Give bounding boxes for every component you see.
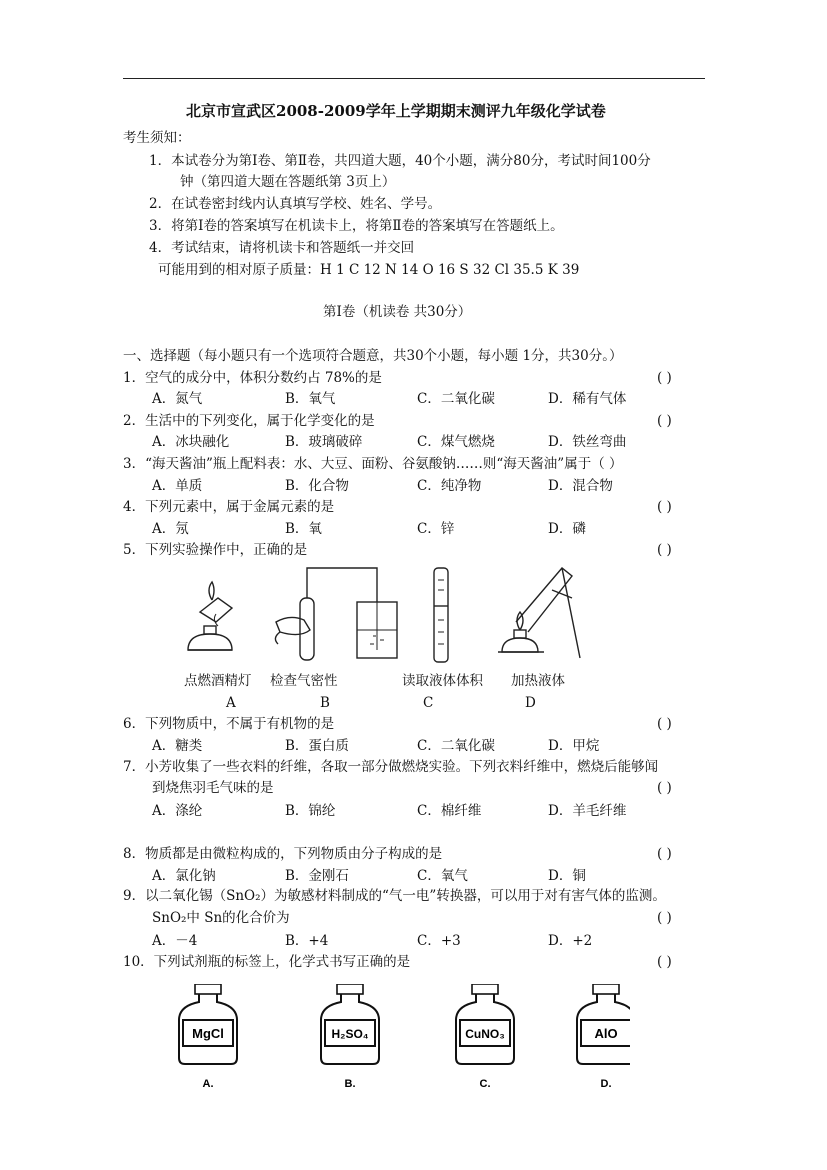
option: C．煤气燃烧 [417,434,495,450]
option: D．铁丝弯曲 [548,434,627,450]
notice-item: 3．将第Ⅰ卷的答案填写在机读卡上，将第Ⅱ卷的答案填写在答题纸上。 [149,218,564,234]
question-stem: 3．“海天酱油”瓶上配料表：水、大豆、面粉、谷氨酸钠……则“海天酱油”属于（ ） [123,456,623,472]
alcohol-lamp-icon [188,582,232,650]
option: A．氯化钠 [152,868,216,884]
option: A．氮气 [152,391,203,407]
bottle-label: MgCl [192,1026,224,1041]
figure-letter: C [423,695,434,711]
answer-bracket: ( ) [657,542,672,558]
question-stem-continued: 到烧焦羽毛气味的是 [152,780,274,796]
atomic-masses: 可能用到的相对原子质量：H 1 C 12 N 14 O 16 S 32 Cl 35.5 K 39 [158,262,580,278]
option: A．涤纶 [152,803,203,819]
bottle-letter: D. [600,1078,612,1090]
option: C．纯净物 [417,478,482,494]
option: C．锌 [417,521,455,537]
answer-bracket: ( ) [657,910,672,926]
question-stem: 10．下列试剂瓶的标签上，化学式书写正确的是 [123,954,411,970]
option: D．稀有气体 [548,391,627,407]
question-stem: 8．物质都是由微粒构成的，下列物质由分子构成的是 [123,846,443,862]
option: D．混合物 [548,478,613,494]
option: C．氧气 [417,868,468,884]
question-stem: 2．生活中的下列变化，属于化学变化的是 [123,413,375,429]
notice-item: 钟（第四道大题在答题纸第 3页上） [180,174,396,190]
lab-operations-illustration [180,560,600,670]
answer-bracket: ( ) [657,716,672,732]
figure-caption: 加热液体 [511,673,565,689]
option: D．磷 [548,521,586,537]
option: B．氧 [285,521,322,537]
option: B．金刚石 [285,868,349,884]
bottle-label: CuNO₃ [465,1027,505,1041]
option: D．+2 [548,933,593,949]
question-stem-continued: SnO₂中 Sn的化合价为 [152,910,290,926]
answer-bracket: ( ) [657,780,672,796]
option: B．化合物 [285,478,349,494]
question-stem: 7．小芳收集了一些衣料的纤维，各取一部分做燃烧实验。下列衣料纤维中，燃烧后能够闻 [123,759,659,775]
question-stem: 5．下列实验操作中，正确的是 [123,542,308,558]
notice-item: 1．本试卷分为第Ⅰ卷、第Ⅱ卷，共四道大题，40个小题，满分80分，考试时间100分 [149,153,651,169]
answer-bracket: ( ) [657,413,672,429]
figure-letter: B [320,695,330,711]
option: B．锦纶 [285,803,336,819]
notice-heading: 考生须知： [123,130,191,146]
bottle-label: H₂SO₄ [331,1027,369,1041]
option: B．蛋白质 [285,738,349,754]
option: C．+3 [417,933,461,949]
option: B．玻璃破碎 [285,434,363,450]
bottle-letter: C. [479,1078,491,1090]
figure-caption: 读取液体体积 [402,673,483,689]
question-stem: 9．以二氧化锡（SnO₂）为敏感材料制成的“气一电”转换器，可以用于对有害气体的监测。 [123,888,666,904]
bottle-c [456,984,514,1064]
option: A．－4 [152,933,198,949]
figure-caption: 检查气密性 [270,673,338,689]
bottle-letter: B. [344,1078,356,1090]
question-stem: 6．下列物质中，不属于有机物的是 [123,716,335,732]
notice-item: 4．考试结束，请将机读卡和答题纸一并交回 [149,240,415,256]
option: A．单质 [152,478,203,494]
option: C．棉纤维 [417,803,482,819]
answer-bracket: ( ) [657,499,672,515]
answer-bracket: ( ) [657,954,672,970]
option: C．二氧化碳 [417,738,495,754]
graduated-cylinder-icon [434,568,448,662]
part-heading: 一、选择题（每小题只有一个选项符合题意，共30个小题，每小题 1分，共30分。） [123,348,623,364]
answer-bracket: ( ) [657,370,672,386]
option: A．冰块融化 [152,434,230,450]
notice-item: 2．在试卷密封线内认真填写学校、姓名、学号。 [149,196,442,212]
option: A．氖 [152,521,189,537]
option: D．羊毛纤维 [548,803,627,819]
option: B．氧气 [285,391,336,407]
option: A．糖类 [152,738,203,754]
header-rule [123,78,705,79]
option: C．二氧化碳 [417,391,495,407]
bottle-label: AlO [594,1026,618,1041]
option: D．甲烷 [548,738,600,754]
page-title: 北京市宣武区2008-2009学年上学期期末测评九年级化学试卷 [186,102,606,120]
figure-letter: A [226,695,236,711]
bottle-d [577,984,630,1064]
reagent-bottles-illustration [170,984,630,1094]
test-tube-heating-icon [498,568,580,658]
figure-caption: 点燃酒精灯 [184,673,252,689]
section-title: 第Ⅰ卷（机读卷 共30分） [323,304,472,320]
bottle-letter: A. [202,1078,214,1090]
figure-letter: D [525,695,536,711]
question-stem: 4．下列元素中，属于金属元素的是 [123,499,335,515]
answer-bracket: ( ) [657,846,672,862]
option: B．+4 [285,933,329,949]
bottle-b [321,984,379,1064]
airtightness-check-icon [275,568,397,660]
question-stem: 1．空气的成分中，体积分数约占 78%的是 [123,370,382,386]
option: D．铜 [548,868,586,884]
bottle-a [179,984,237,1064]
